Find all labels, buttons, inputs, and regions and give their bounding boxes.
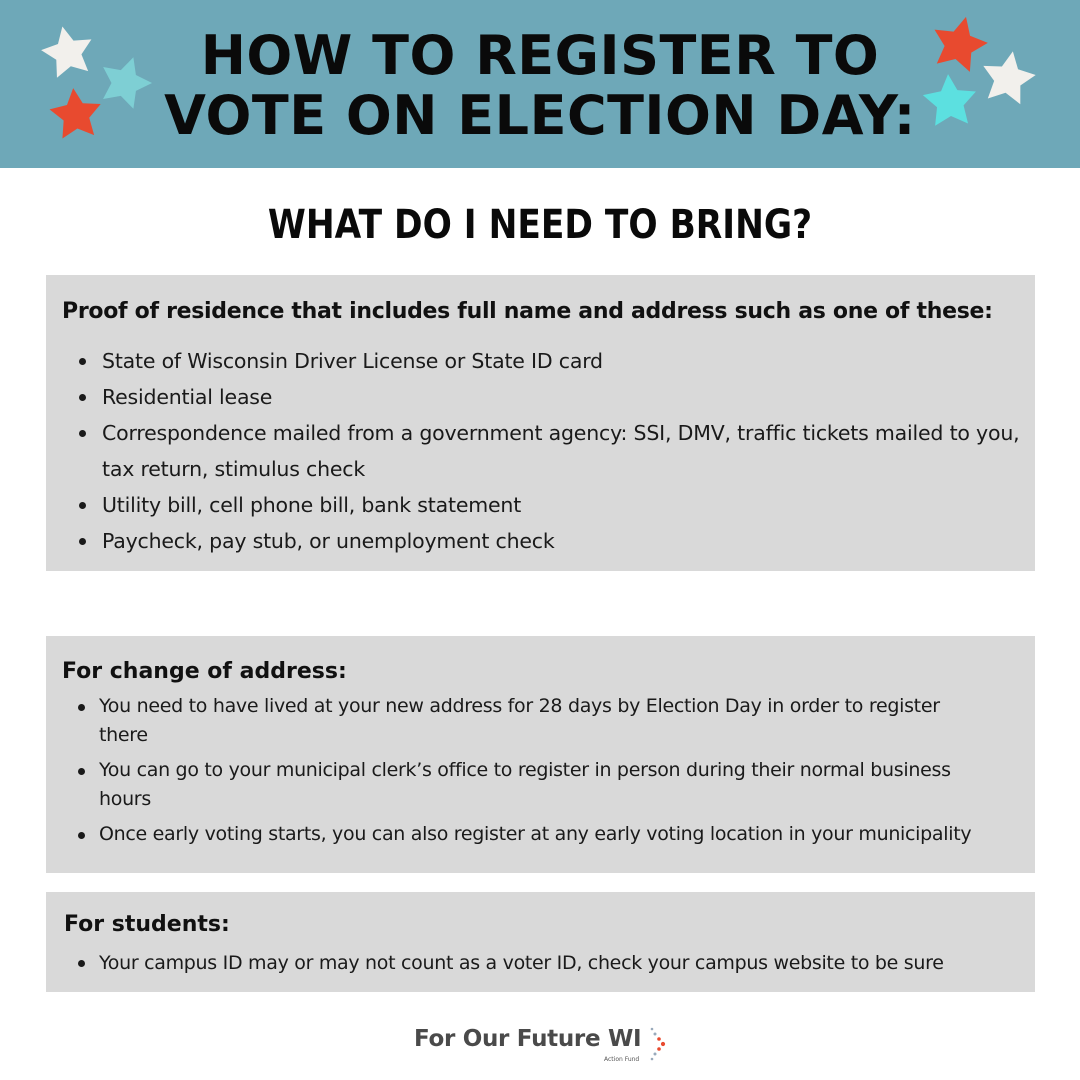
title-line-2: VOTE ON ELECTION DAY:: [164, 84, 916, 147]
dotted-chevron-icon: [648, 1026, 670, 1062]
page-title: [0, 26, 1080, 146]
list-item: Correspondence mailed from a government agency: SSI, DMV, traffic tickets mailed to you, tax return, stimulus check: [62, 415, 1022, 487]
organization-logo: [414, 1026, 641, 1066]
header-banner: [0, 0, 1080, 168]
white-star-icon: [978, 48, 1038, 110]
list-item: Once early voting starts, you can also register at any early voting location in your municipality: [62, 820, 1049, 849]
section-subtitle: WHAT DO I NEED TO BRING?: [267, 202, 813, 248]
logo-text: For Our Future WI: [414, 1026, 642, 1052]
list-item: Utility bill, cell phone bill, bank statement: [62, 487, 1022, 523]
change-of-address-heading: For change of address:: [62, 659, 347, 684]
list-item: Residential lease: [62, 379, 1022, 415]
change-of-address-list: [62, 692, 1035, 849]
list-item: You need to have lived at your new address for 28 days by Election Day in order to register there: [62, 692, 979, 750]
proof-of-residence-box: [46, 275, 1035, 571]
logo-subtext: Action Fund: [604, 1056, 640, 1063]
proof-of-residence-heading: Proof of residence that includes full name and address such as one of these:: [62, 299, 993, 324]
title-line-1: HOW TO REGISTER TO: [200, 24, 880, 87]
students-list: [64, 948, 1035, 978]
list-item: Your campus ID may or may not count as a voter ID, check your campus website to be sure: [64, 948, 1035, 978]
list-item: You can go to your municipal clerk’s office to register in person during their normal business hours: [62, 756, 979, 814]
change-of-address-box: [46, 636, 1035, 873]
list-item: State of Wisconsin Driver License or State ID card: [62, 343, 1022, 379]
proof-of-residence-list: [62, 343, 1035, 559]
white-star-icon: [38, 24, 98, 82]
teal-star-icon: [920, 72, 980, 132]
list-item: Paycheck, pay stub, or unemployment check: [62, 523, 1022, 559]
students-box: [46, 892, 1035, 992]
students-heading: For students:: [64, 912, 230, 937]
red-star-icon: [46, 86, 106, 144]
